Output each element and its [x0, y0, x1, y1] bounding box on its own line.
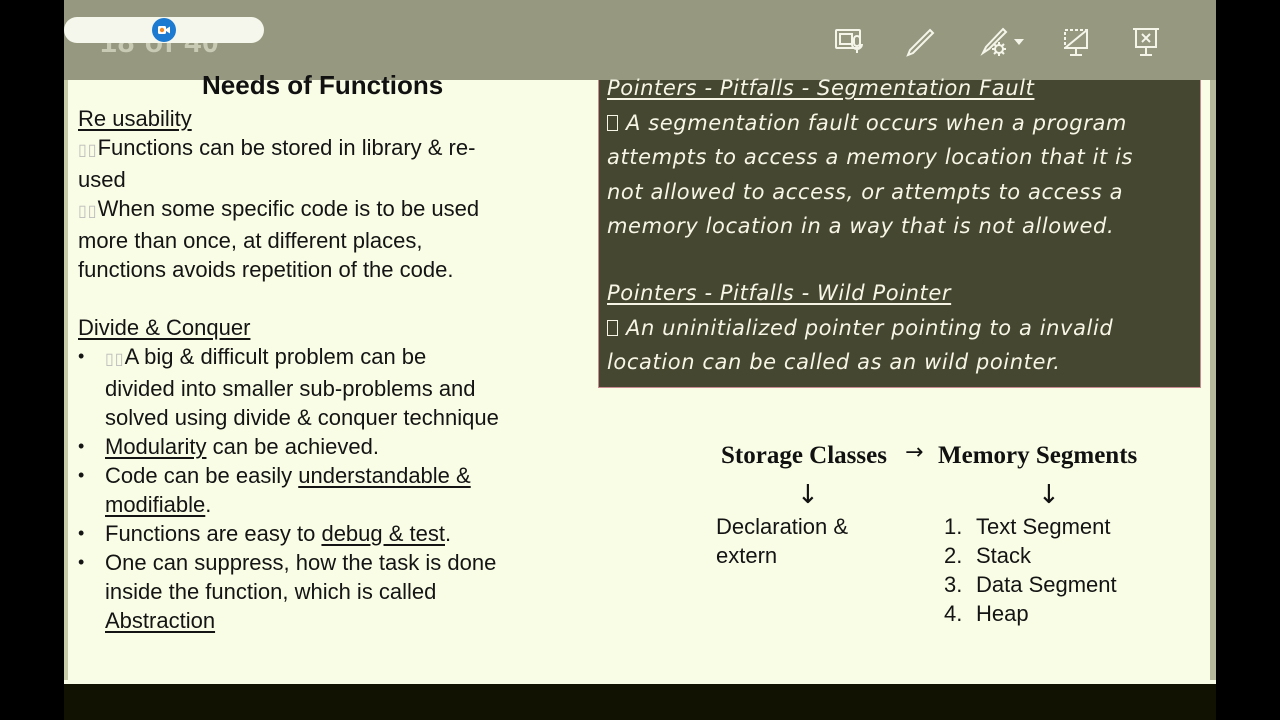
chalkboard-panel	[598, 76, 1201, 388]
erase-annotations-button[interactable]	[1058, 24, 1094, 60]
segfault-heading: Pointers - Pitfalls - Segmentation Fault	[607, 76, 1035, 100]
screen-mic-icon	[834, 26, 866, 58]
missing-glyph-icon	[607, 320, 618, 336]
list-item: 4. Heap	[944, 601, 1029, 626]
missing-glyph-icon	[607, 115, 618, 131]
divide-conquer-list	[78, 342, 598, 635]
bottom-bar	[64, 684, 1216, 720]
pen-icon	[904, 26, 936, 58]
end-show-button[interactable]	[1128, 24, 1164, 60]
segfault-section: Pointers - Pitfalls - Segmentation Fault A segmentation fault occurs when a program attempts to access a memory location that it is not allowed to access, or attempts to access a memory location in a way that is not allowed.	[607, 71, 1197, 244]
list-item: 1. Text Segment	[944, 514, 1111, 539]
memory-segments-label: Memory Segments	[938, 442, 1138, 469]
wild-pointer-section: Pointers - Pitfalls - Wild Pointer An uninitialized pointer pointing to a invalid location can be called as an wild pointer.	[607, 276, 1197, 380]
video-camera-icon[interactable]	[152, 18, 176, 42]
list-item: 3. Data Segment	[944, 572, 1117, 597]
chevron-down-icon	[1013, 38, 1025, 46]
missing-glyph-icon: ▯▯	[105, 351, 125, 368]
arrow-right-icon: →	[905, 440, 924, 465]
pen-gear-icon	[979, 26, 1013, 58]
list-item: 2. Stack	[944, 543, 1032, 568]
list-item: • Functions are easy to debug & test.	[78, 519, 598, 548]
slide-edge	[64, 80, 68, 680]
missing-glyph-icon: ▯▯	[78, 142, 98, 159]
missing-glyph-icon: ▯▯	[78, 203, 98, 220]
list-item: • Code can be easily understandable & modifiable.	[78, 461, 598, 519]
list-item: • ▯▯A big & difficult problem can be divided into smaller sub-problems and solved using divide & conquer technique	[78, 342, 598, 432]
presenter-view-button[interactable]	[832, 24, 868, 60]
storage-classes-label: Storage Classes	[721, 442, 887, 469]
left-column	[78, 104, 598, 635]
storage-memory-diagram	[700, 438, 1180, 638]
storage-classes-detail: Declaration & extern	[716, 514, 849, 568]
pen-settings-button[interactable]	[975, 24, 1029, 60]
reusability-point: ▯▯When some specific code is to be used more than once, at different places, functions avoids repetition of the code.	[78, 196, 480, 282]
screen-close-icon	[1130, 26, 1162, 58]
wild-pointer-heading: Pointers - Pitfalls - Wild Pointer	[607, 281, 952, 305]
screen-erase-icon	[1060, 26, 1092, 58]
slide-title: Needs of Functions	[202, 70, 444, 100]
arrow-down-icon: ↓	[797, 480, 819, 510]
memory-segments-list	[944, 512, 1117, 628]
arrow-down-icon: ↓	[1038, 480, 1060, 510]
scrollbar[interactable]	[1210, 40, 1216, 680]
divide-conquer-heading: Divide & Conquer	[78, 315, 251, 340]
pen-button[interactable]	[902, 24, 938, 60]
list-item: • Modularity can be achieved.	[78, 432, 598, 461]
list-item: • One can suppress, how the task is done inside the function, which is called Abstraction	[78, 548, 598, 635]
reusability-heading: Re usability	[78, 106, 192, 131]
reusability-point: ▯▯Functions can be stored in library & re- used	[78, 135, 476, 192]
